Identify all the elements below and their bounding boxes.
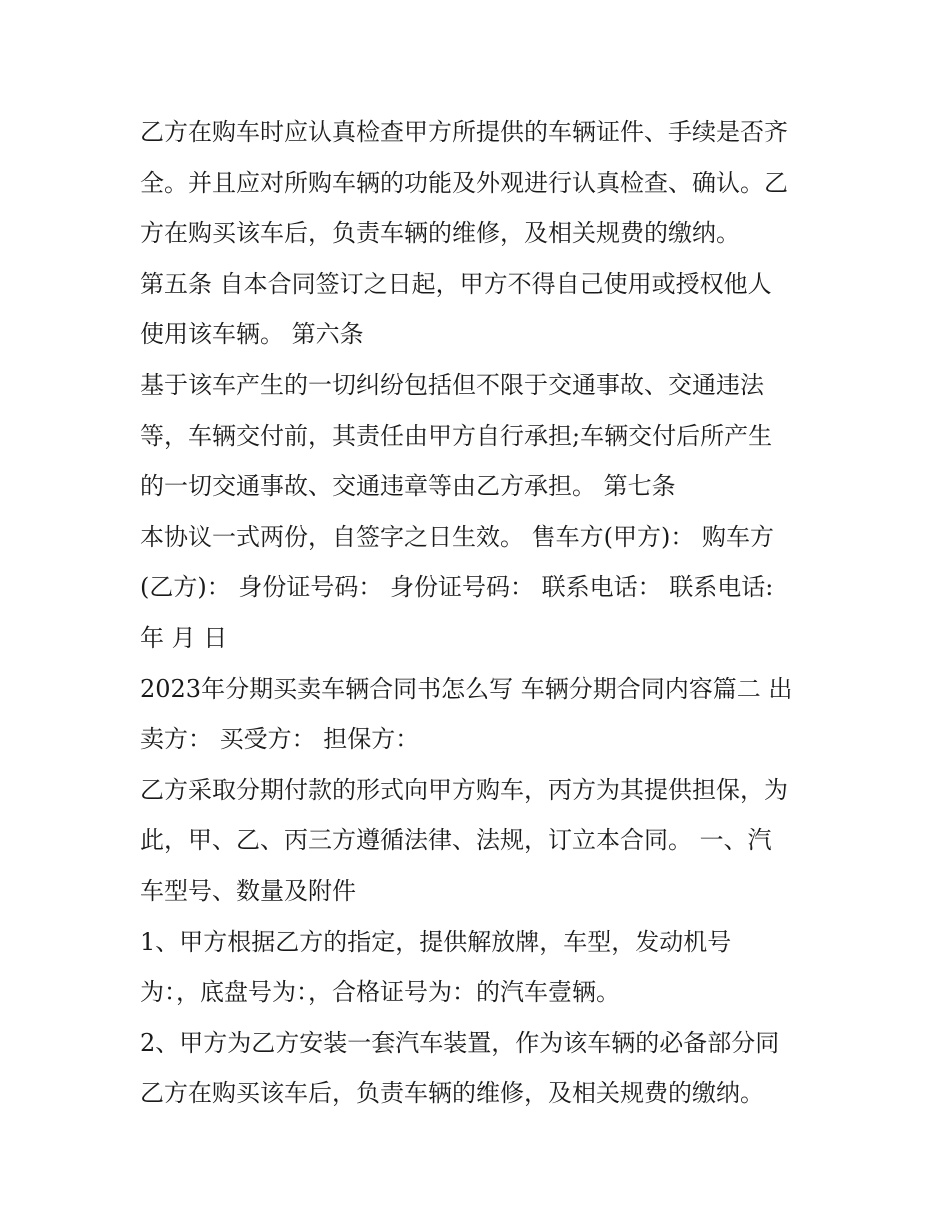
text-line: 2、甲方为乙方安装一套汽车装置，作为该车辆的必备部分同 [140,1028,780,1057]
text-line: 乙方在购买该车后，负责车辆的维修，及相关规费的缴纳。 [140,1079,764,1108]
text-line: 方在购买该车后，负责车辆的维修，及相关规费的缴纳。 [140,219,740,248]
text-line: 车型号、数量及附件 [140,876,356,905]
text-line: 第五条 自本合同签订之日起，甲方不得自己使用或授权他人 [140,269,772,298]
text-line: 此，甲、乙、丙三方遵循法律、法规，订立本合同。 一、汽 [140,826,772,855]
text-line: 1、甲方根据乙方的指定，提供解放牌，车型，发动机号 [140,927,732,956]
text-line: 本协议一式两份，自签字之日生效。 售车方(甲方)： 购车方 [140,522,774,551]
text-line: 的一切交通事故、交通违章等由乙方承担。 第七条 [140,472,676,501]
text-line: 全。并且应对所购车辆的功能及外观进行认真检查、确认。乙 [140,168,788,197]
text-line: (乙方)： 身份证号码： 身份证号码： 联系电话： 联系电话: [140,573,774,602]
text-line: 基于该车产生的一切纠纷包括但不限于交通事故、交通违法 [140,370,764,399]
text-line: 卖方： 买受方： 担保方： [140,725,420,754]
text-line: 乙方在购车时应认真检查甲方所提供的车辆证件、手续是否齐 [140,118,788,146]
text-line: 为：，底盘号为：，合格证号为：的汽车壹辆。 [140,978,620,1007]
text-line: 年 月 日 [140,623,228,652]
text-line: 等，车辆交付前，其责任由甲方自行承担;车辆交付后所产生 [140,421,773,450]
text-line: 2023年分期买卖车辆合同书怎么写 车辆分期合同内容篇二 出 [140,674,793,703]
text-line: 乙方采取分期付款的形式向甲方购车，丙方为其提供担保，为 [140,775,788,804]
document-body [140,107,830,1119]
text-line: 使用该车辆。 第六条 [140,320,364,349]
